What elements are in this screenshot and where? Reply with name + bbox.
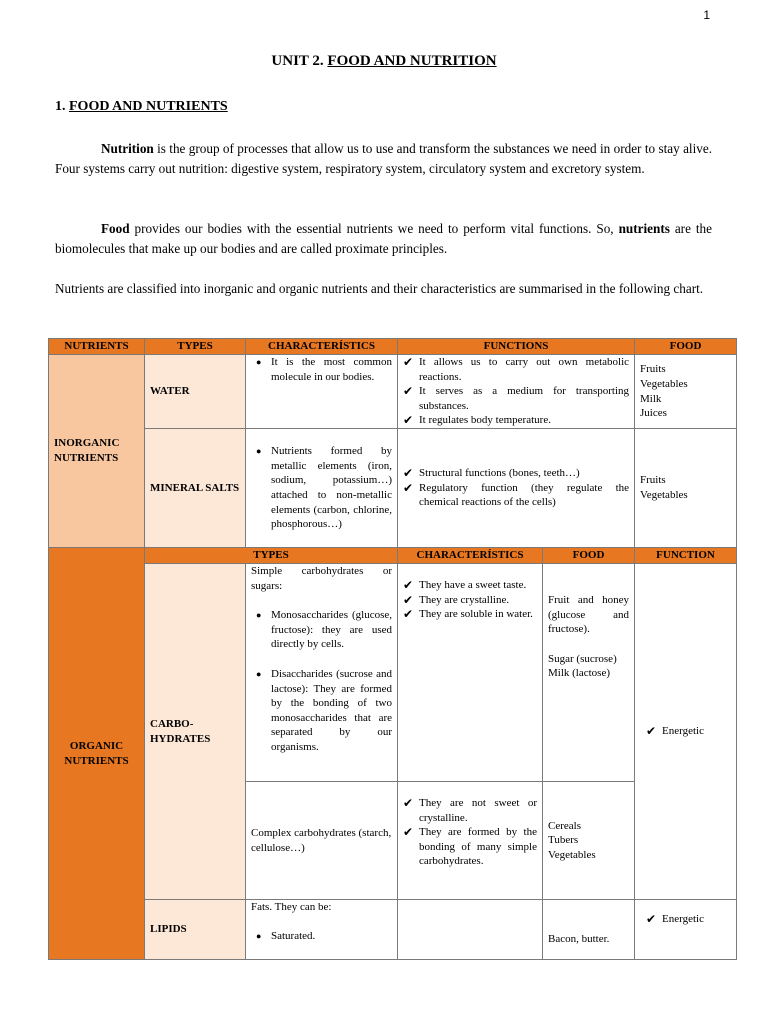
organic-nutrients-label: ORGANIC NUTRIENTS [49,548,145,960]
lipids-description [246,900,398,960]
simple-carbohydrates-intro: Simple carbohydrates or sugars: [251,565,392,592]
food-item: Vegetables [640,377,688,390]
food-item: Cereals [548,819,581,832]
food-item: Fruit and honey (glucose and fructose). [548,594,630,636]
header-food: FOOD [635,339,737,355]
carbohydrates-type: CARBO-HYDRATES [145,564,246,900]
food-item: Juices [640,407,667,420]
complex-food [543,782,635,900]
lipids-characteristics [398,900,543,960]
term-food: Food [101,221,130,236]
list-item: ● Monosaccharides (glucose, fructose): they are used directly by cells. [271,608,392,652]
term-nutrients: nutrients [618,221,670,236]
food-item: Sugar (sucrose) [548,652,617,665]
water-type: WATER [145,355,246,429]
list-item: ● It is the most common molecule in our bodies. [271,355,392,384]
paragraph-food [55,219,712,259]
list-item: ● Saturated. [271,929,392,944]
lipids-food: Bacon, butter. [543,900,635,960]
list-item: ✔ It serves as a medium for transporting substances. [419,384,629,413]
paragraph-food-text-1: provides our bodies with the essential nutrients we need to perform vital functions. So, [129,221,619,236]
unit-title-prefix: UNIT 2. [271,53,328,69]
food-item: Fruits [640,474,666,487]
table-row [49,429,737,548]
lipids-type: LIPIDS [145,900,246,960]
list-item: ✔ They are not sweet or crystalline. [419,796,537,825]
table-row [49,564,737,782]
food-item: Milk [640,392,662,405]
header-characteristics: CHARACTERÍSTICS [246,339,398,355]
list-item: ✔ Regulatory function (they regulate the chemical reactions of the cells) [419,481,629,510]
table-row [49,900,737,960]
header-functions: FUNCTIONS [398,339,635,355]
paragraph-food-text-2: are the biomolecules that make up our bodies and are called proximate principles. [55,221,712,256]
mineral-salts-characteristics [246,429,398,548]
food-item: Vegetables [640,489,688,501]
simple-characteristics [398,564,543,782]
simple-carbohydrates [246,564,398,782]
list-item: ● Disaccharides (sucrose and lactose): They are formed by the bonding of two monosaccharides that are separated by our organisms. [271,667,392,755]
section-number: 1. [55,99,69,114]
lipids-function [635,900,737,960]
term-nutrition: Nutrition [101,141,154,156]
complex-characteristics [398,782,543,900]
food-item: Tubers [548,834,579,847]
section-title: FOOD AND NUTRIENTS [69,99,228,114]
list-item: ✔ They have a sweet taste. [419,578,537,593]
water-functions [398,355,635,429]
inorganic-nutrients-label: INORGANIC NUTRIENTS [49,355,145,548]
simple-food [543,564,635,782]
mineral-salts-functions [398,429,635,548]
page-number: 1 [703,8,710,22]
section-heading [55,99,228,115]
organic-header-row [49,548,737,564]
complex-carbohydrates: Complex carbohydrates (starch, cellulose…) [246,782,398,900]
list-item: ● Nutrients formed by metallic elements (iron, sodium, potassium…) attached to non-metallic elements (carbon, chlorine, phosphorous…) [271,444,392,532]
organic-header-types: TYPES [145,548,398,564]
nutrients-table [48,338,737,960]
food-item: Fruits [640,363,666,376]
header-types: TYPES [145,339,246,355]
food-item: Milk (lactose) [548,667,611,680]
list-item: ✔ It allows us to carry out own metabolic reactions. [419,355,629,384]
organic-header-function: FUNCTION [635,548,737,564]
unit-title-main: FOOD AND NUTRITION [327,53,497,69]
table-header-row [49,339,737,355]
paragraph-nutrition-text: is the group of processes that allow us to use and transform the substances we need in order to stay alive. Four systems carry out nutrition: digestive system, respiratory system, circulatory system and excretory system. [55,141,712,176]
list-item: ✔ They are soluble in water. [419,607,537,622]
lipids-intro: Fats. They can be: [251,901,332,913]
water-characteristics [246,355,398,429]
organic-header-characteristics: CHARACTERÍSTICS [398,548,543,564]
list-item: ✔ Structural functions (bones, teeth…) [419,466,629,481]
organic-header-food: FOOD [543,548,635,564]
paragraph-nutrition [55,139,712,179]
list-item: ✔ Energetic [662,724,731,739]
water-food [635,355,737,429]
list-item: ✔ Energetic [662,912,731,927]
food-item: Vegetables [548,848,596,861]
list-item: ✔ They are formed by the bonding of many simple carbohydrates. [419,825,537,869]
unit-title [0,53,768,70]
carbohydrates-function [635,564,737,900]
list-item: ✔ It regulates body temperature. [419,413,629,428]
header-nutrients: NUTRIENTS [49,339,145,355]
table-row [49,355,737,429]
mineral-salts-food [635,429,737,548]
mineral-salts-type: MINERAL SALTS [145,429,246,548]
paragraph-classification: Nutrients are classified into inorganic and organic nutrients and their characteristics are summarised in the following chart. [55,281,704,296]
list-item: ✔ They are crystalline. [419,593,537,608]
